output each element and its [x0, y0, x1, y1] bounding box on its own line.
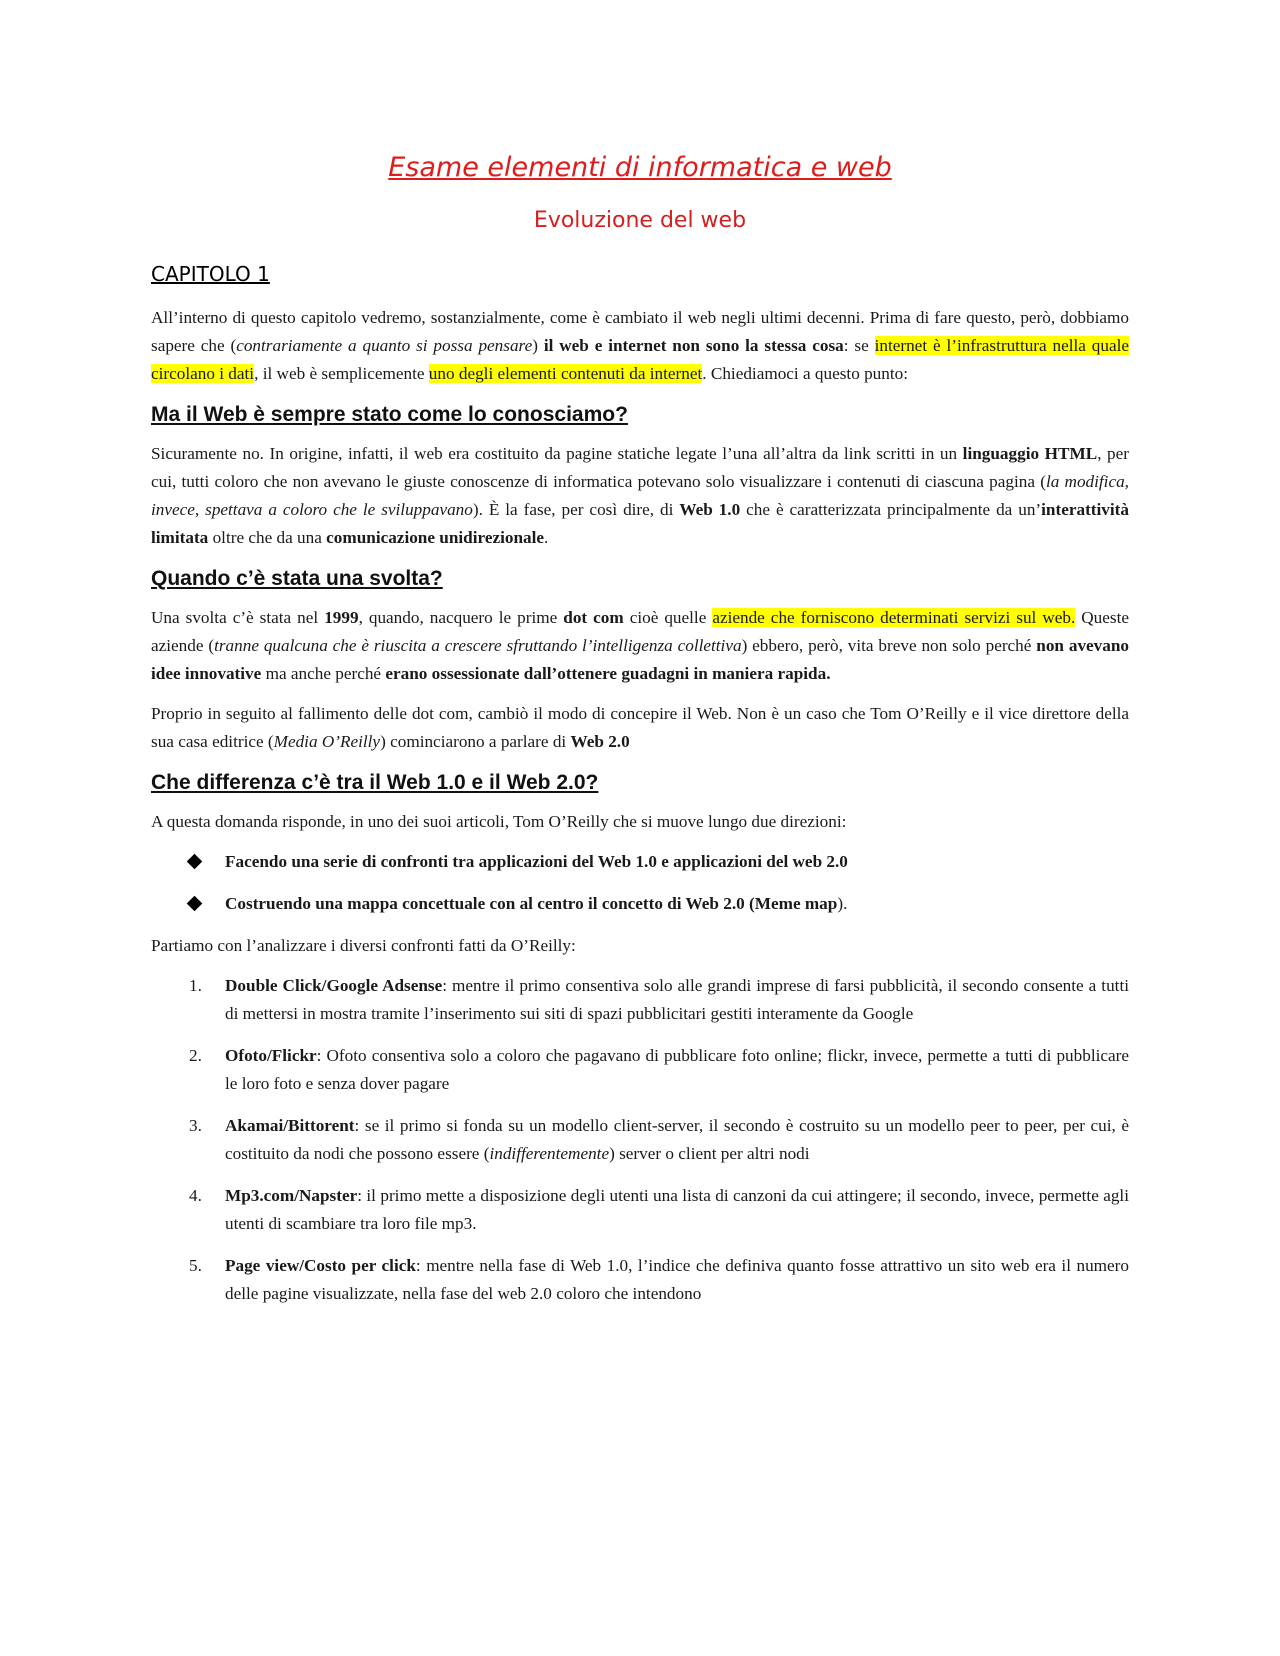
document-title: Esame elementi di informatica e web — [388, 152, 892, 183]
differences-intro-paragraph: A questa domanda risponde, in uno dei suoi articoli, Tom O’Reilly che si muove lungo due direzioni: — [151, 812, 847, 831]
highlight: internet è l’infrastruttura nella quale circolano i dati — [151, 336, 1130, 383]
list-item: 3. Akamai/Bittorent: se il primo si fonda su un modello client-server, il secondo è costruito su un modello peer to peer, per cui, è costituito da nodi che possono essere (indifferentemente) server o client per altri nodi — [189, 1116, 1129, 1163]
intro-paragraph: All’interno di questo capitolo vedremo, sostanzialmente, come è cambiato il web negli ultimi decenni. Prima di fare questo, però, dobbiamo sapere che (contrariamente a quanto si possa pensare) il web e internet non sono la stessa cosa: se internet è l’infrastruttura nella quale circolano i dati, il web è semplicemente uno degli elementi contenuti da internet. Chiediamoci a questo punto: — [151, 308, 1130, 383]
list-item: 5. Page view/Costo per click: mentre nella fase di Web 1.0, l’indice che definiva quanto fosse attrattivo un sito web era il numero delle pagine visualizzate, nella fase del web 2.0 coloro che intendono — [189, 1256, 1129, 1303]
direction-bullet-list — [151, 848, 1129, 918]
dot-com-paragraph: Una svolta c’è stata nel 1999, quando, nacquero le prime dot com cioè quelle aziende che forniscono determinati servizi sul web. Queste aziende (tranne qualcuna che è riuscita a crescere sfruttando l’intelligenza collettiva) ebbero, però, vita breve non solo perché non avevano idee innovative ma anche perché erano ossessionate dall’ottenere guadagni in maniera rapida. — [151, 608, 1130, 683]
highlight: aziende che forniscono determinati servizi sul web. — [712, 608, 1076, 627]
list-item: 1. Double Click/Google Adsense: mentre il primo consentiva solo alle grandi imprese di farsi pubblicità, il secondo consente a tutti di mettersi in mostra tramite l’inserimento sui siti di spazi pubblicitari gestiti interamente da Google — [189, 976, 1130, 1023]
web-history-paragraph: Sicuramente no. In origine, infatti, il web era costituito da pagine statiche legate l’una all’altra da link scritti in un linguaggio HTML, per cui, tutti coloro che non avevano le giuste conoscenze di informatica potevano solo visualizzare i contenuti di ciascuna pagina (la modifica, invece, spettava a coloro che le sviluppavano). È la fase, per così dire, di Web 1.0 che è caratterizzata principalmente da un’interattività limitata oltre che da una comunicazione unidirezionale. — [151, 444, 1130, 547]
diamond-bullet-icon — [187, 854, 203, 870]
comparisons-intro-paragraph: Partiamo con l’analizzare i diversi confronti fatti da O’Reilly: — [151, 936, 576, 955]
document-subtitle: Evoluzione del web — [533, 208, 747, 233]
section-heading-differences: Che differenza c’è tra il Web 1.0 e il Web 2.0? — [151, 771, 599, 794]
bullet-item: Facendo una serie di confronti tra applicazioni del Web 1.0 e applicazioni del web 2.0 — [189, 848, 1129, 876]
list-item: 2. Ofoto/Flickr: Ofoto consentiva solo a coloro che pagavano di pubblicare foto online; flickr, invece, permette a tutti di pubblicare le loro foto e senza dover pagare — [189, 1046, 1129, 1093]
list-item: 4. Mp3.com/Napster: il primo mette a disposizione degli utenti una lista di canzoni da cui attingere; il secondo, invece, permette agli utenti di scambiare tra loro file mp3. — [189, 1186, 1129, 1233]
bullet-item: Costruendo una mappa concettuale con al centro il concetto di Web 2.0 (Meme map). — [189, 890, 1129, 918]
section-heading-turning-point: Quando c’è stata una svolta? — [151, 567, 443, 590]
comparison-list — [151, 972, 1129, 1308]
web20-origin-paragraph: Proprio in seguito al fallimento delle dot com, cambiò il modo di concepire il Web. Non è un caso che Tom O’Reilly e il vice direttore della sua casa editrice (Media O’Reilly) cominciarono a parlare di Web 2.0 — [151, 704, 1129, 751]
diamond-bullet-icon — [187, 896, 203, 912]
document-page — [151, 150, 1129, 1322]
highlight: uno degli elementi contenuti da internet — [428, 364, 703, 383]
chapter-heading: CAPITOLO 1 — [151, 262, 270, 286]
section-heading-web-history: Ma il Web è sempre stato come lo conosciamo? — [151, 403, 628, 426]
